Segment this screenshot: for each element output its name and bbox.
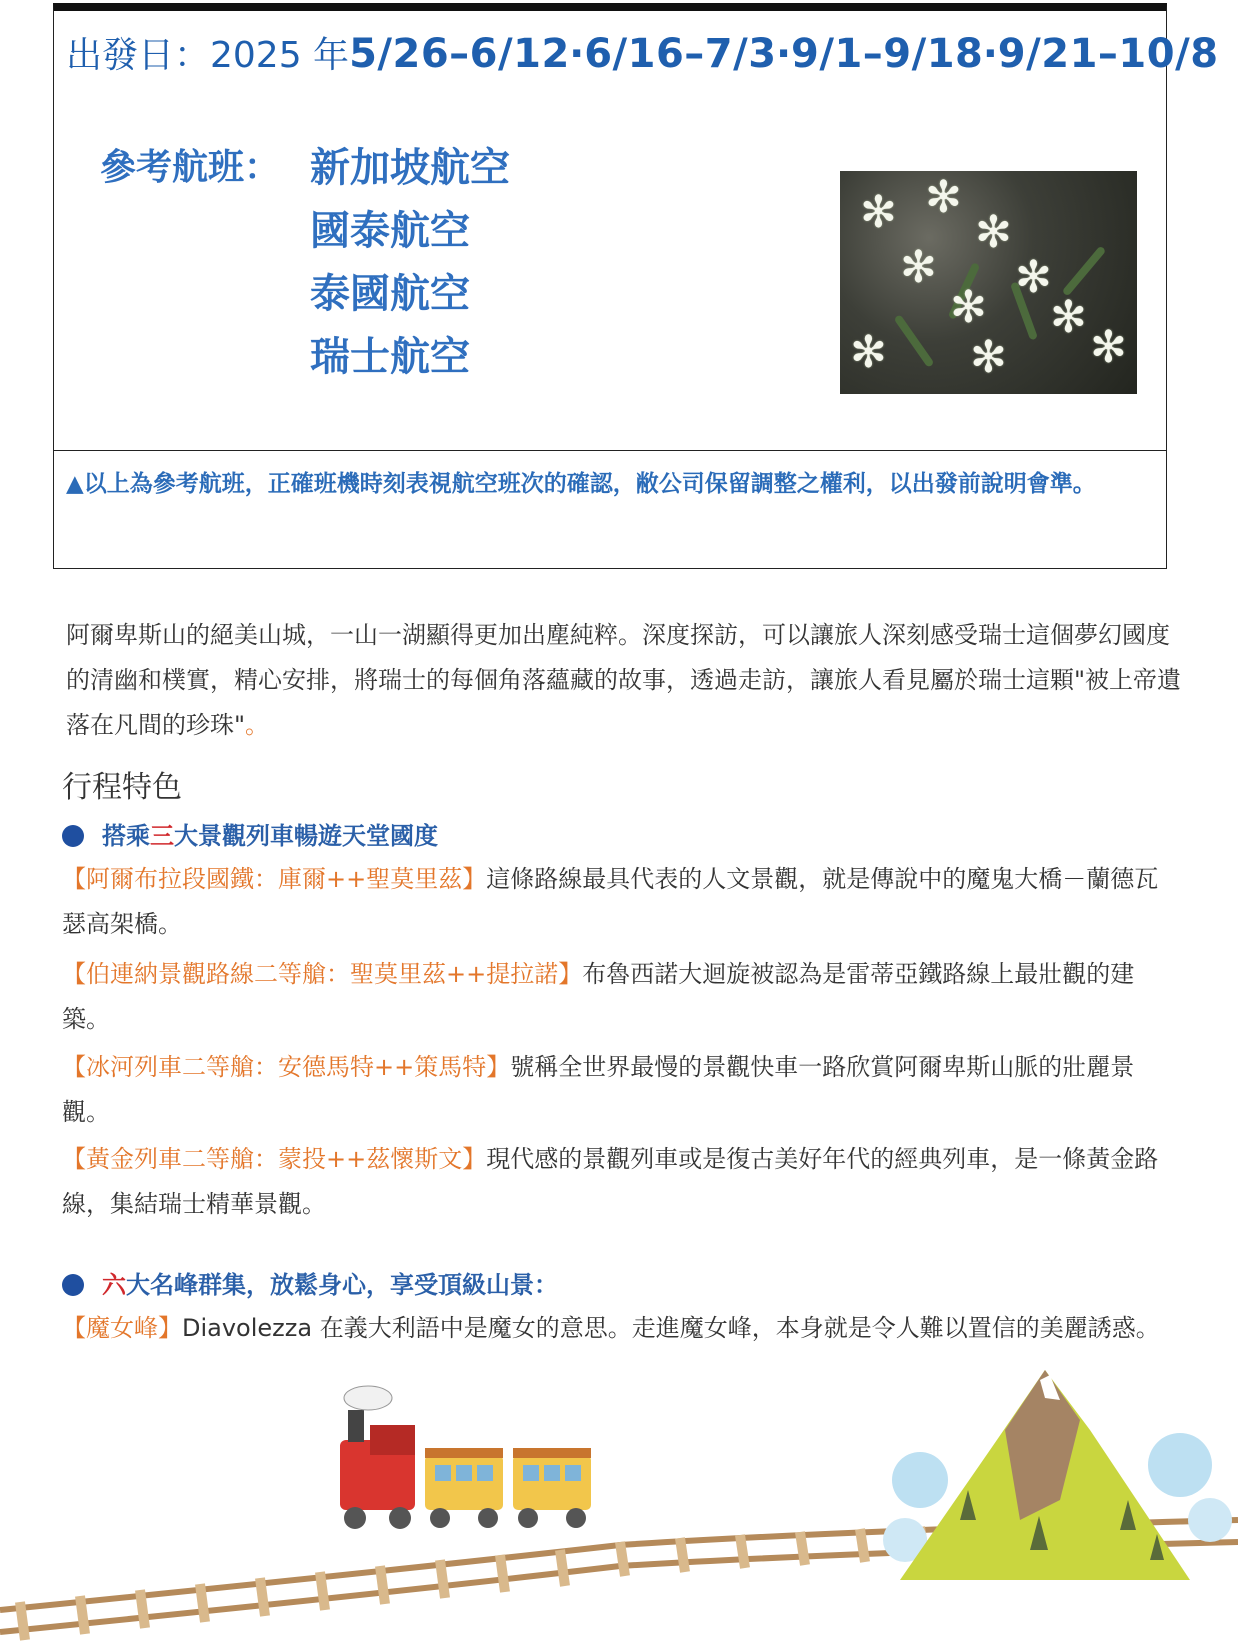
train-item-title: 【冰河列車二等艙：安德馬特++策馬特】: [62, 1053, 511, 1081]
train-item-title: 【阿爾布拉段國鐵：庫爾++聖莫里茲】: [62, 865, 487, 893]
intro-end-mark: 。: [245, 711, 270, 739]
peaks-heading-post: 大名峰群集，放鬆身心，享受頂級山景：: [126, 1271, 558, 1299]
trains-heading-number: 三: [150, 822, 174, 850]
edelweiss-flower-icon: ✻: [970, 332, 1007, 383]
cartoon-mountain-icon: [883, 1370, 1232, 1580]
edelweiss-flower-icon: ✻: [1090, 322, 1127, 373]
edelweiss-flower-icon: ✻: [1015, 252, 1052, 303]
train-item-text: 這條路線最具代表的人文景觀，就是傳說中的魔鬼大橋－蘭德瓦瑟高架橋。: [62, 865, 1159, 938]
airline-1: 新加坡航空: [310, 145, 510, 191]
peak-item-text: Diavolezza 在義大利語中是魔女的意思。走進魔女峰，本身就是令人難以置信的美麗誘惑。: [182, 1314, 1160, 1342]
edelweiss-flower-icon: ✻: [975, 207, 1012, 258]
flight-label: 參考航班：: [100, 147, 281, 188]
train-item-text: 布魯西諾大迴旋被認為是雷蒂亞鐵路線上最壯觀的建築。: [62, 960, 1135, 1033]
train-item-2: [62, 952, 1182, 1042]
train-item-title: 【伯連納景觀路線二等艙：聖莫里茲++提拉諾】: [62, 960, 583, 988]
edelweiss-flower-icon: ✻: [925, 172, 962, 223]
trains-heading: [62, 816, 438, 856]
trains-heading-pre: 搭乘: [102, 822, 150, 850]
peak-item-1: [62, 1306, 1182, 1351]
train-item-title: 【黃金列車二等艙：蒙投++茲懷斯文】: [62, 1145, 487, 1173]
train-item-1: [62, 857, 1182, 947]
departure-date-ranges: 5/26–6/12‧6/16–7/3‧9/1–9/18‧9/21–10/8: [349, 31, 1219, 77]
train-item-3: [62, 1045, 1182, 1135]
airline-4: 瑞士航空: [310, 334, 470, 380]
edelweiss-flower-icon: ✻: [850, 327, 887, 378]
footer-decoration: [0, 1370, 1238, 1649]
peaks-heading-number: 六: [102, 1271, 126, 1299]
box-divider: [53, 450, 1167, 451]
intro-paragraph: [66, 613, 1186, 748]
section-title: 行程特色: [62, 770, 182, 805]
cartoon-train-icon: [340, 1386, 591, 1529]
train-item-text: 號稱全世界最慢的景觀快車一路欣賞阿爾卑斯山脈的壯麗景觀。: [62, 1053, 1135, 1126]
airline-3: 泰國航空: [310, 271, 470, 317]
departure-prefix: 出發日：2025 年: [66, 35, 350, 76]
peak-item-title: 【魔女峰】: [62, 1314, 182, 1342]
bullet-dot-icon: [62, 825, 84, 847]
trains-heading-post: 大景觀列車暢遊天堂國度: [174, 822, 438, 850]
intro-text: 阿爾卑斯山的絕美山城，一山一湖顯得更加出塵純粹。深度探訪，可以讓旅人深刻感受瑞士這個夢幻國度的清幽和樸實，精心安排，將瑞士的每個角落蘊藏的故事，透過走訪，讓旅人看見屬於瑞士這顆"被上帝遺落在凡間的珍珠": [66, 621, 1182, 739]
edelweiss-flower-icon: ✻: [900, 242, 937, 293]
edelweiss-photo: [840, 171, 1137, 394]
airline-2: 國泰航空: [310, 208, 470, 254]
departure-dates: [66, 26, 1219, 84]
edelweiss-flower-icon: ✻: [860, 187, 897, 238]
edelweiss-flower-icon: ✻: [950, 282, 987, 333]
bullet-dot-icon: [62, 1274, 84, 1296]
peaks-heading: [62, 1265, 558, 1305]
edelweiss-flower-icon: ✻: [1050, 292, 1087, 343]
flight-disclaimer: ▲以上為參考航班，正確班機時刻表視航空班次的確認，敝公司保留調整之權利，以出發前說明會準。: [66, 471, 1096, 497]
train-item-4: [62, 1137, 1182, 1227]
train-item-text: 現代感的景觀列車或是復古美好年代的經典列車，是一條黃金路線，集結瑞士精華景觀。: [62, 1145, 1159, 1218]
